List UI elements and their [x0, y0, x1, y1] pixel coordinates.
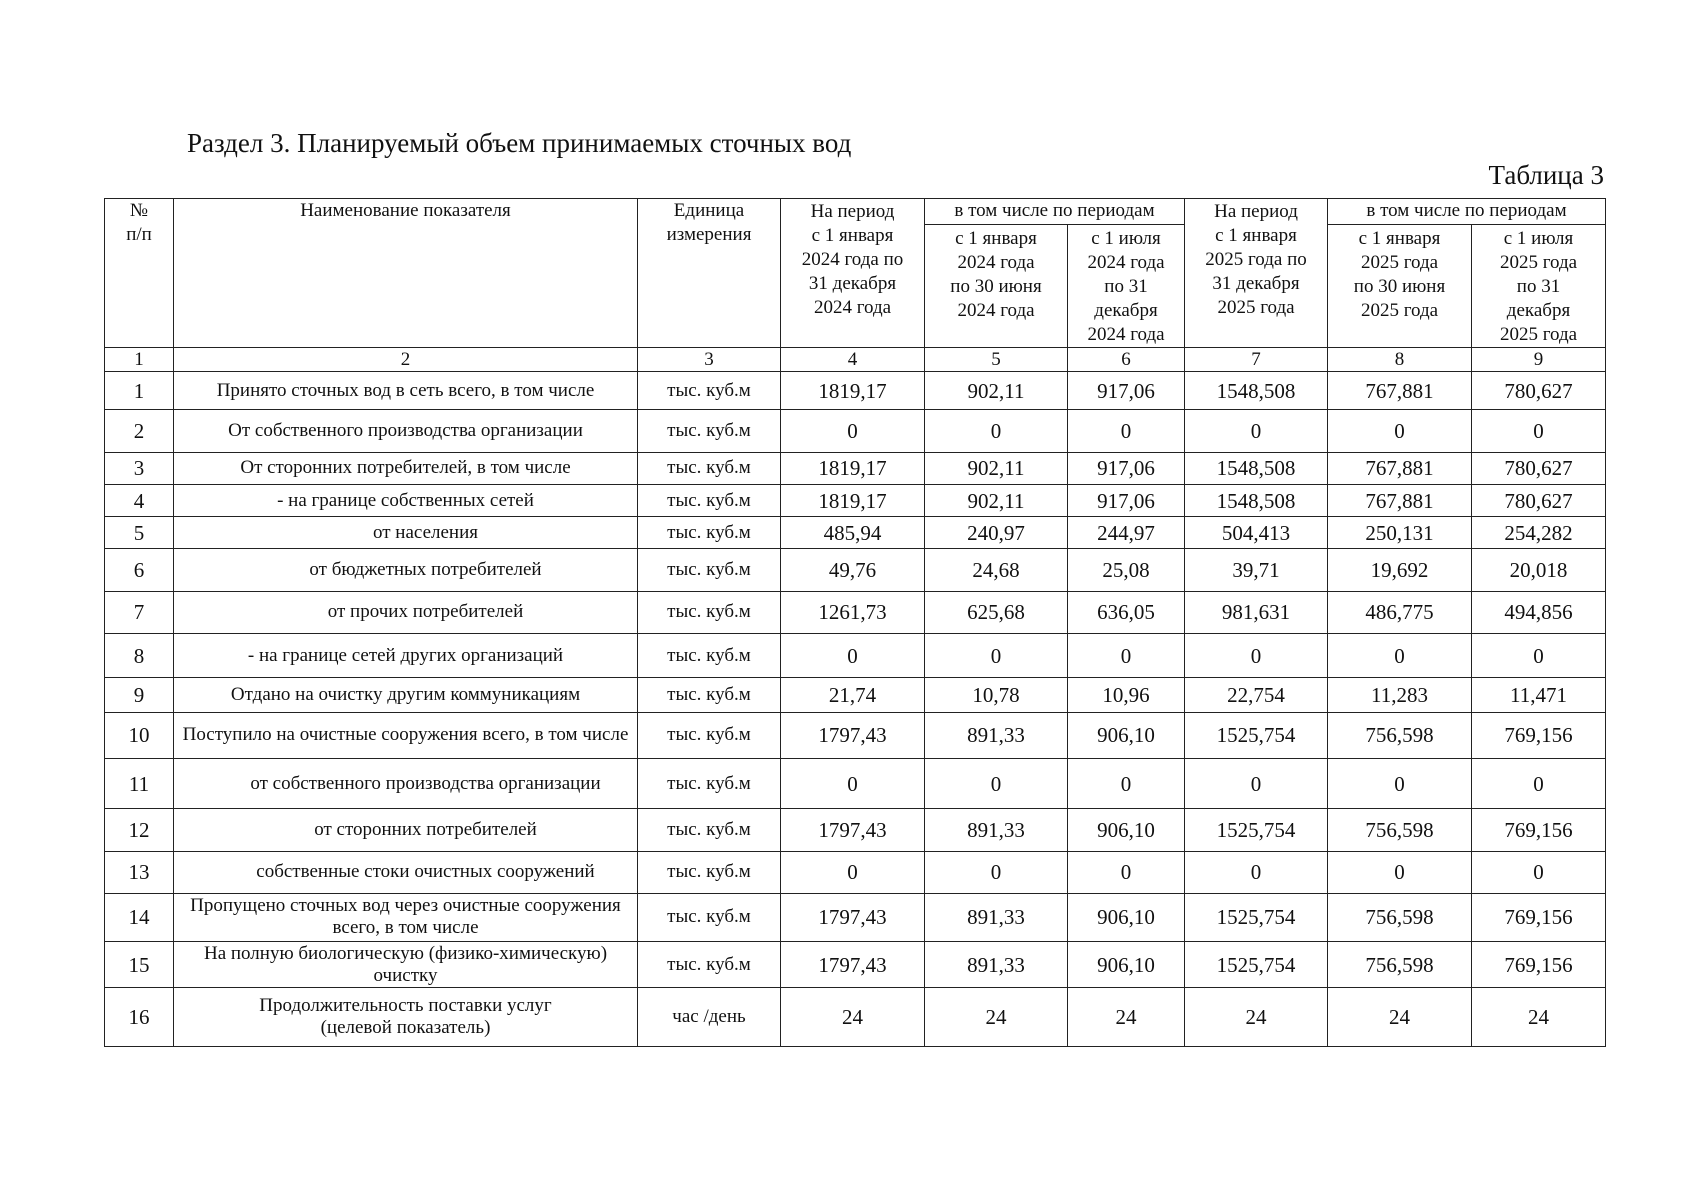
- value-cell: 0: [1328, 758, 1472, 808]
- unit-cell: тыс. куб.м: [638, 851, 781, 893]
- header-h2-2025: с 1 июля 2025 года по 31 декабря 2025 года: [1472, 225, 1606, 348]
- unit-cell: тыс. куб.м: [638, 809, 781, 851]
- table-row: [105, 988, 1606, 1047]
- indicator-name: От собственного производства организации: [174, 410, 638, 452]
- unit-cell: тыс. куб.м: [638, 942, 781, 988]
- value-cell: 1548,508: [1185, 484, 1328, 516]
- value-cell: 0: [1472, 410, 1606, 452]
- indicator-name: - на границе собственных сетей: [174, 484, 638, 516]
- value-cell: 767,881: [1328, 372, 1472, 410]
- value-cell: 0: [781, 758, 925, 808]
- indicator-name: Пропущено сточных вод через очистные сооружения всего, в том числе: [174, 893, 638, 941]
- table-row: [105, 942, 1606, 988]
- row-number: 10: [105, 712, 174, 758]
- value-cell: 1819,17: [781, 452, 925, 484]
- value-cell: 0: [925, 851, 1068, 893]
- row-number: 9: [105, 678, 174, 712]
- value-cell: 0: [1068, 851, 1185, 893]
- value-cell: 20,018: [1472, 549, 1606, 591]
- table-row: [105, 484, 1606, 516]
- value-cell: 1819,17: [781, 484, 925, 516]
- table-row: [105, 452, 1606, 484]
- unit-cell: час /день: [638, 988, 781, 1047]
- value-cell: 10,78: [925, 678, 1068, 712]
- value-cell: 636,05: [1068, 591, 1185, 633]
- value-cell: 902,11: [925, 484, 1068, 516]
- value-cell: 0: [1472, 633, 1606, 677]
- value-cell: 24: [1068, 988, 1185, 1047]
- header-period-2024: На период с 1 января 2024 года по 31 декабря 2024 года: [781, 199, 925, 348]
- value-cell: 769,156: [1472, 809, 1606, 851]
- column-number: 2: [174, 348, 638, 372]
- row-number: 15: [105, 942, 174, 988]
- unit-cell: тыс. куб.м: [638, 452, 781, 484]
- unit-cell: тыс. куб.м: [638, 633, 781, 677]
- value-cell: 756,598: [1328, 809, 1472, 851]
- unit-cell: тыс. куб.м: [638, 678, 781, 712]
- header-h2-2024: с 1 июля 2024 года по 31 декабря 2024 года: [1068, 225, 1185, 348]
- value-cell: 769,156: [1472, 893, 1606, 941]
- value-cell: 1525,754: [1185, 809, 1328, 851]
- value-cell: 504,413: [1185, 517, 1328, 549]
- table-row: [105, 410, 1606, 452]
- value-cell: 756,598: [1328, 942, 1472, 988]
- indicator-name: Отдано на очистку другим коммуникациям: [174, 678, 638, 712]
- value-cell: 39,71: [1185, 549, 1328, 591]
- unit-cell: тыс. куб.м: [638, 591, 781, 633]
- header-h1-2025: с 1 января 2025 года по 30 июня 2025 года: [1328, 225, 1472, 348]
- value-cell: 11,471: [1472, 678, 1606, 712]
- value-cell: 780,627: [1472, 452, 1606, 484]
- value-cell: 780,627: [1472, 484, 1606, 516]
- table-row: [105, 517, 1606, 549]
- value-cell: 0: [925, 410, 1068, 452]
- row-number: 3: [105, 452, 174, 484]
- column-number-row: [105, 348, 1606, 372]
- value-cell: 1797,43: [781, 893, 925, 941]
- column-number: 6: [1068, 348, 1185, 372]
- value-cell: 0: [1328, 851, 1472, 893]
- value-cell: 244,97: [1068, 517, 1185, 549]
- value-cell: 1797,43: [781, 942, 925, 988]
- value-cell: 1819,17: [781, 372, 925, 410]
- indicator-name: от населения: [174, 517, 638, 549]
- row-number: 14: [105, 893, 174, 941]
- column-number: 4: [781, 348, 925, 372]
- value-cell: 891,33: [925, 893, 1068, 941]
- value-cell: 10,96: [1068, 678, 1185, 712]
- row-number: 4: [105, 484, 174, 516]
- unit-cell: тыс. куб.м: [638, 517, 781, 549]
- value-cell: 1525,754: [1185, 942, 1328, 988]
- indicator-name: от собственного производства организации: [174, 758, 638, 808]
- column-number: 1: [105, 348, 174, 372]
- value-cell: 0: [781, 851, 925, 893]
- value-cell: 902,11: [925, 372, 1068, 410]
- value-cell: 1797,43: [781, 712, 925, 758]
- value-cell: 1548,508: [1185, 452, 1328, 484]
- value-cell: 0: [1068, 633, 1185, 677]
- value-cell: 21,74: [781, 678, 925, 712]
- value-cell: 11,283: [1328, 678, 1472, 712]
- unit-cell: тыс. куб.м: [638, 372, 781, 410]
- value-cell: 891,33: [925, 942, 1068, 988]
- row-number: 7: [105, 591, 174, 633]
- header-period-2025: На период с 1 января 2025 года по 31 декабря 2025 года: [1185, 199, 1328, 348]
- value-cell: 494,856: [1472, 591, 1606, 633]
- table-row: [105, 591, 1606, 633]
- table-row: [105, 372, 1606, 410]
- indicator-name: от прочих потребителей: [174, 591, 638, 633]
- column-number: 8: [1328, 348, 1472, 372]
- value-cell: 0: [925, 633, 1068, 677]
- value-cell: 625,68: [925, 591, 1068, 633]
- table-row: [105, 851, 1606, 893]
- indicator-name: Продолжительность поставки услуг (целевой показатель): [174, 988, 638, 1047]
- header-num: № п/п: [105, 199, 174, 348]
- table-row: [105, 758, 1606, 808]
- table-row: [105, 633, 1606, 677]
- row-number: 5: [105, 517, 174, 549]
- table-row: [105, 893, 1606, 941]
- column-number: 5: [925, 348, 1068, 372]
- value-cell: 756,598: [1328, 893, 1472, 941]
- value-cell: 1797,43: [781, 809, 925, 851]
- value-cell: 769,156: [1472, 712, 1606, 758]
- value-cell: 24,68: [925, 549, 1068, 591]
- indicator-name: На полную биологическую (физико-химическую) очистку: [174, 942, 638, 988]
- value-cell: 0: [1068, 758, 1185, 808]
- value-cell: 906,10: [1068, 942, 1185, 988]
- value-cell: 1261,73: [781, 591, 925, 633]
- value-cell: 767,881: [1328, 484, 1472, 516]
- value-cell: 906,10: [1068, 809, 1185, 851]
- table-row: [105, 809, 1606, 851]
- row-number: 1: [105, 372, 174, 410]
- indicator-name: от сторонних потребителей: [174, 809, 638, 851]
- value-cell: 917,06: [1068, 484, 1185, 516]
- value-cell: 0: [925, 758, 1068, 808]
- value-cell: 485,94: [781, 517, 925, 549]
- value-cell: 902,11: [925, 452, 1068, 484]
- value-cell: 1525,754: [1185, 712, 1328, 758]
- column-number: 3: [638, 348, 781, 372]
- value-cell: 906,10: [1068, 712, 1185, 758]
- value-cell: 780,627: [1472, 372, 1606, 410]
- value-cell: 0: [1185, 851, 1328, 893]
- indicator-name: Принято сточных вод в сеть всего, в том числе: [174, 372, 638, 410]
- row-number: 2: [105, 410, 174, 452]
- value-cell: 767,881: [1328, 452, 1472, 484]
- value-cell: 486,775: [1328, 591, 1472, 633]
- value-cell: 891,33: [925, 712, 1068, 758]
- value-cell: 25,08: [1068, 549, 1185, 591]
- value-cell: 0: [1472, 758, 1606, 808]
- value-cell: 0: [1328, 410, 1472, 452]
- value-cell: 22,754: [1185, 678, 1328, 712]
- value-cell: 250,131: [1328, 517, 1472, 549]
- row-number: 8: [105, 633, 174, 677]
- value-cell: 917,06: [1068, 372, 1185, 410]
- value-cell: 1548,508: [1185, 372, 1328, 410]
- row-number: 6: [105, 549, 174, 591]
- value-cell: 917,06: [1068, 452, 1185, 484]
- table-row: [105, 678, 1606, 712]
- header-h1-2024: с 1 января 2024 года по 30 июня 2024 года: [925, 225, 1068, 348]
- unit-cell: тыс. куб.м: [638, 758, 781, 808]
- value-cell: 756,598: [1328, 712, 1472, 758]
- value-cell: 24: [1185, 988, 1328, 1047]
- unit-cell: тыс. куб.м: [638, 712, 781, 758]
- value-cell: 906,10: [1068, 893, 1185, 941]
- row-number: 11: [105, 758, 174, 808]
- indicator-name: собственные стоки очистных сооружений: [174, 851, 638, 893]
- wastewater-volume-table: [104, 198, 1606, 1047]
- value-cell: 0: [1185, 410, 1328, 452]
- value-cell: 769,156: [1472, 942, 1606, 988]
- value-cell: 24: [925, 988, 1068, 1047]
- value-cell: 1525,754: [1185, 893, 1328, 941]
- indicator-name: - на границе сетей других организаций: [174, 633, 638, 677]
- value-cell: 19,692: [1328, 549, 1472, 591]
- row-number: 12: [105, 809, 174, 851]
- value-cell: 24: [781, 988, 925, 1047]
- header-name: Наименование показателя: [174, 199, 638, 348]
- unit-cell: тыс. куб.м: [638, 484, 781, 516]
- value-cell: 0: [781, 633, 925, 677]
- indicator-name: от бюджетных потребителей: [174, 549, 638, 591]
- row-number: 16: [105, 988, 174, 1047]
- header-incl-2024: в том числе по периодам: [925, 199, 1185, 225]
- unit-cell: тыс. куб.м: [638, 893, 781, 941]
- unit-cell: тыс. куб.м: [638, 410, 781, 452]
- table-row: [105, 712, 1606, 758]
- value-cell: 0: [1185, 758, 1328, 808]
- row-number: 13: [105, 851, 174, 893]
- indicator-name: От сторонних потребителей, в том числе: [174, 452, 638, 484]
- indicator-name: Поступило на очистные сооружения всего, в том числе: [174, 712, 638, 758]
- table-row: [105, 549, 1606, 591]
- value-cell: 240,97: [925, 517, 1068, 549]
- value-cell: 0: [1185, 633, 1328, 677]
- table-label: Таблица 3: [1488, 160, 1604, 190]
- value-cell: 0: [1068, 410, 1185, 452]
- value-cell: 981,631: [1185, 591, 1328, 633]
- unit-cell: тыс. куб.м: [638, 549, 781, 591]
- value-cell: 0: [781, 410, 925, 452]
- value-cell: 24: [1328, 988, 1472, 1047]
- column-number: 9: [1472, 348, 1606, 372]
- value-cell: 891,33: [925, 809, 1068, 851]
- value-cell: 24: [1472, 988, 1606, 1047]
- header-unit: Единица измерения: [638, 199, 781, 348]
- value-cell: 0: [1328, 633, 1472, 677]
- header-incl-2025: в том числе по периодам: [1328, 199, 1606, 225]
- column-number: 7: [1185, 348, 1328, 372]
- value-cell: 0: [1472, 851, 1606, 893]
- section-title: Раздел 3. Планируемый объем принимаемых сточных вод: [187, 128, 852, 158]
- value-cell: 49,76: [781, 549, 925, 591]
- value-cell: 254,282: [1472, 517, 1606, 549]
